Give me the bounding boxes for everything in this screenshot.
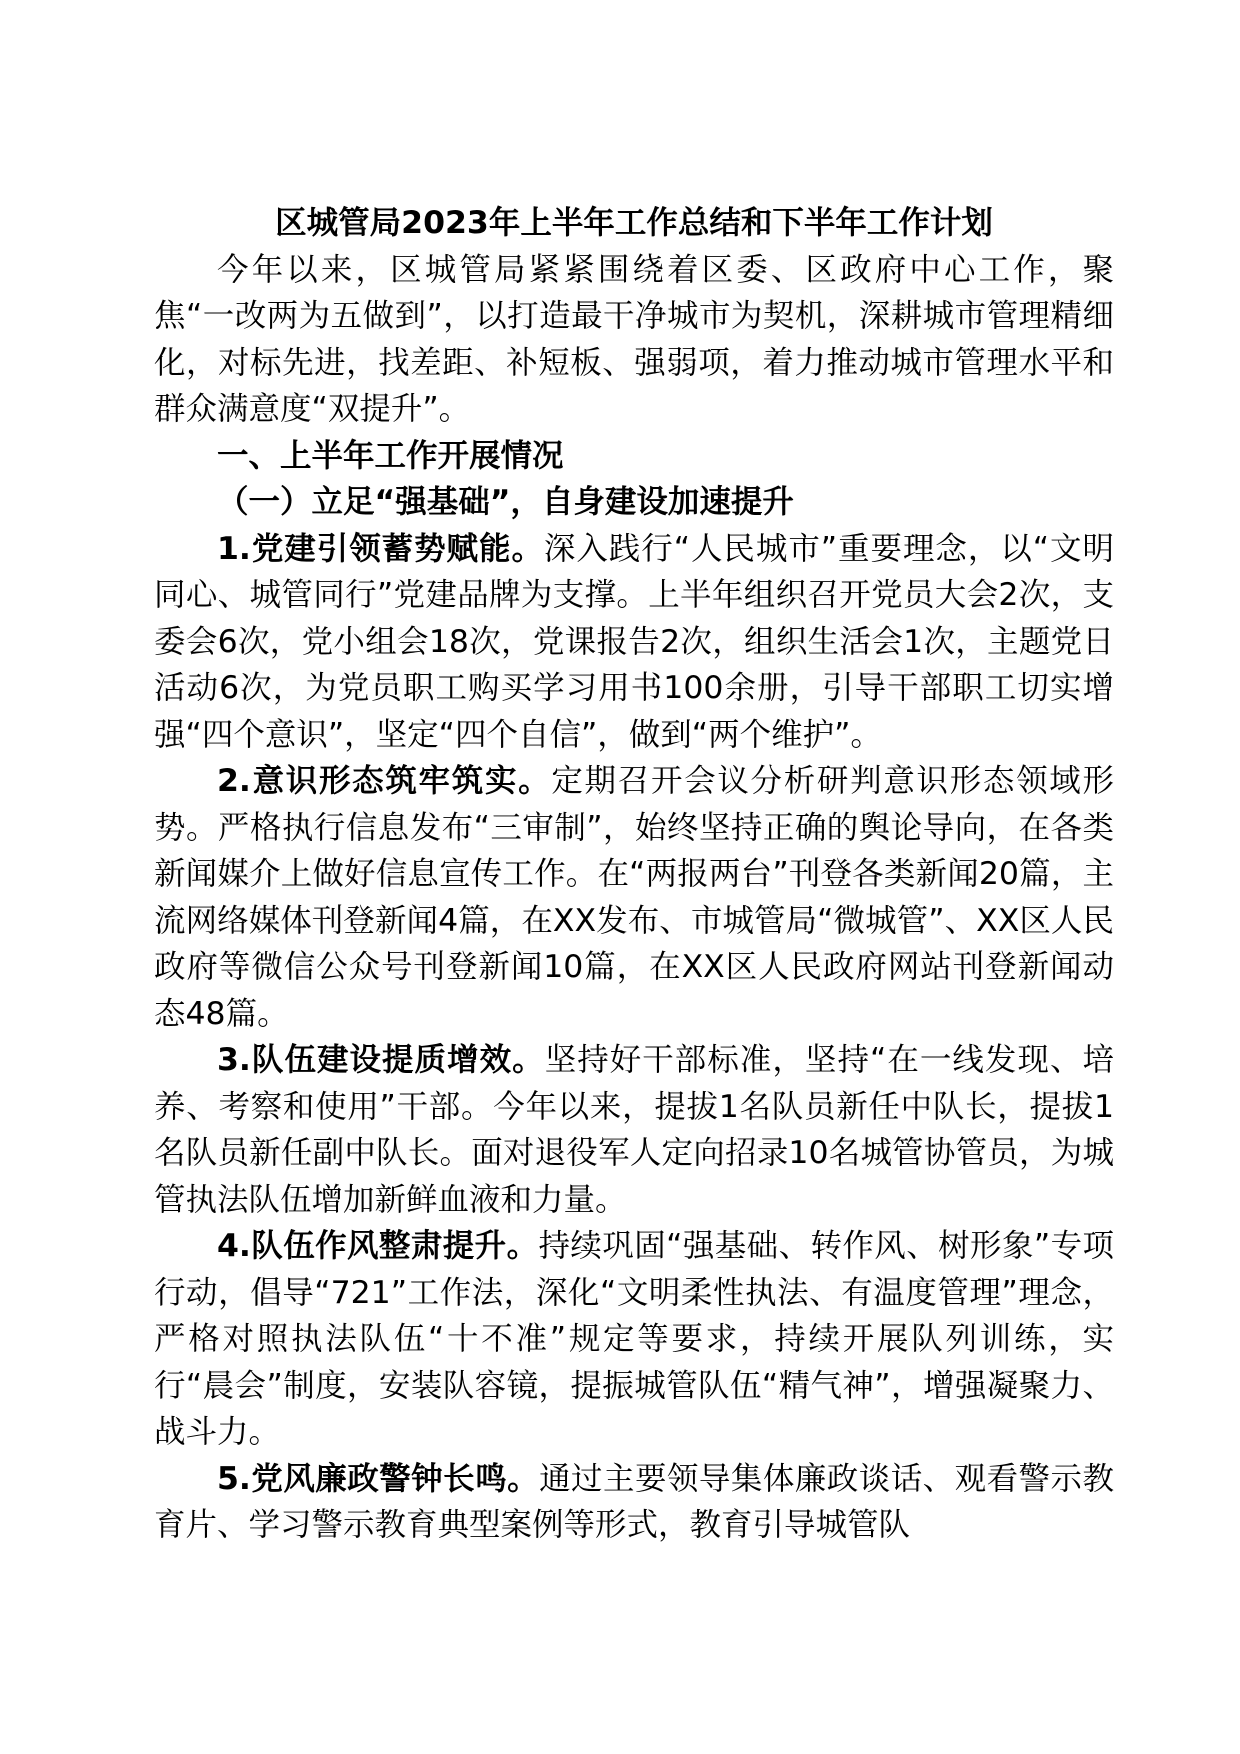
subsection-heading: （一）立足“强基础”，自身建设加速提升 [217,484,794,520]
document-body [154,200,1114,1549]
item-paragraph-1 [154,526,1114,759]
item-paragraph-4 [154,1223,1114,1456]
item-lead: 4.队伍作风整肃提升。 [217,1228,539,1264]
item-text: 坚持好干部标准，坚持“在一线发现、培养、考察和使用”干部。今年以来，提拔1名队员新任中队长，提拔1名队员新任副中队长。面对退役军人定向招录10名城管协管员，为城管执法队伍增加新鲜血液和力量。 [154,1042,1115,1218]
item-lead: 5.党风廉政警钟长鸣。 [217,1460,540,1497]
item-text: 定期召开会议分析研判意识形态领域形势。严格执行信息发布“三审制”，始终坚持正确的舆论导向，在各类新闻媒介上做好信息宣传工作。在“两报两台”刊登各类新闻20篇，主流网络媒体刊登新闻4篇，在XX发布、市城管局“微城管”、XX区人民政府等微信公众号刊登新闻10篇，在XX区人民政府网站刊登新闻动态48篇。 [154,763,1114,1032]
item-paragraph-3 [154,1037,1114,1223]
item-paragraph-2 [154,758,1114,1037]
item-text: 持续巩固“强基础、转作风、树形象”专项行动，倡导“721”工作法，深化“文明柔性执法、有温度管理”理念，严格对照执法队伍“十不准”规定等要求，持续开展队列训练，实行“晨会”制度，安装队容镜，提振城管队伍“精气神”，增强凝聚力、战斗力。 [154,1228,1114,1450]
item-lead: 1.党建引领蓄势赋能。 [217,530,544,567]
item-paragraph-5 [154,1456,1114,1549]
section-heading: 一、上半年工作开展情况 [217,437,564,474]
item-text: 通过主要领导集体廉政谈话、观看警示教育片、学习警示教育典型案例等形式，教育引导城管队 [154,1460,1114,1543]
document-title: 区城管局2023年上半年工作总结和下半年工作计划 [275,205,993,241]
intro-paragraph: 今年以来，区城管局紧紧围绕着区委、区政府中心工作，聚焦“一改两为五做到”，以打造最干净城市为契机，深耕城市管理精细化，对标先进，找差距、补短板、强弱项，着力推动城市管理水平和群众满意度“双提升”。 [154,251,1114,427]
item-lead: 2.意识形态筑牢筑实。 [217,763,552,799]
item-text: 深入践行“人民城市”重要理念，以“文明同心、城管同行”党建品牌为支撑。上半年组织召开党员大会2次，支委会6次，党小组会18次，党课报告2次，组织生活会1次，主题党日活动6次，为党员职工购买学习用书100余册，引导干部职工切实增强“四个意识”，坚定“四个自信”，做到“两个维护”。 [154,530,1114,753]
item-lead: 3.队伍建设提质增效。 [217,1042,545,1078]
